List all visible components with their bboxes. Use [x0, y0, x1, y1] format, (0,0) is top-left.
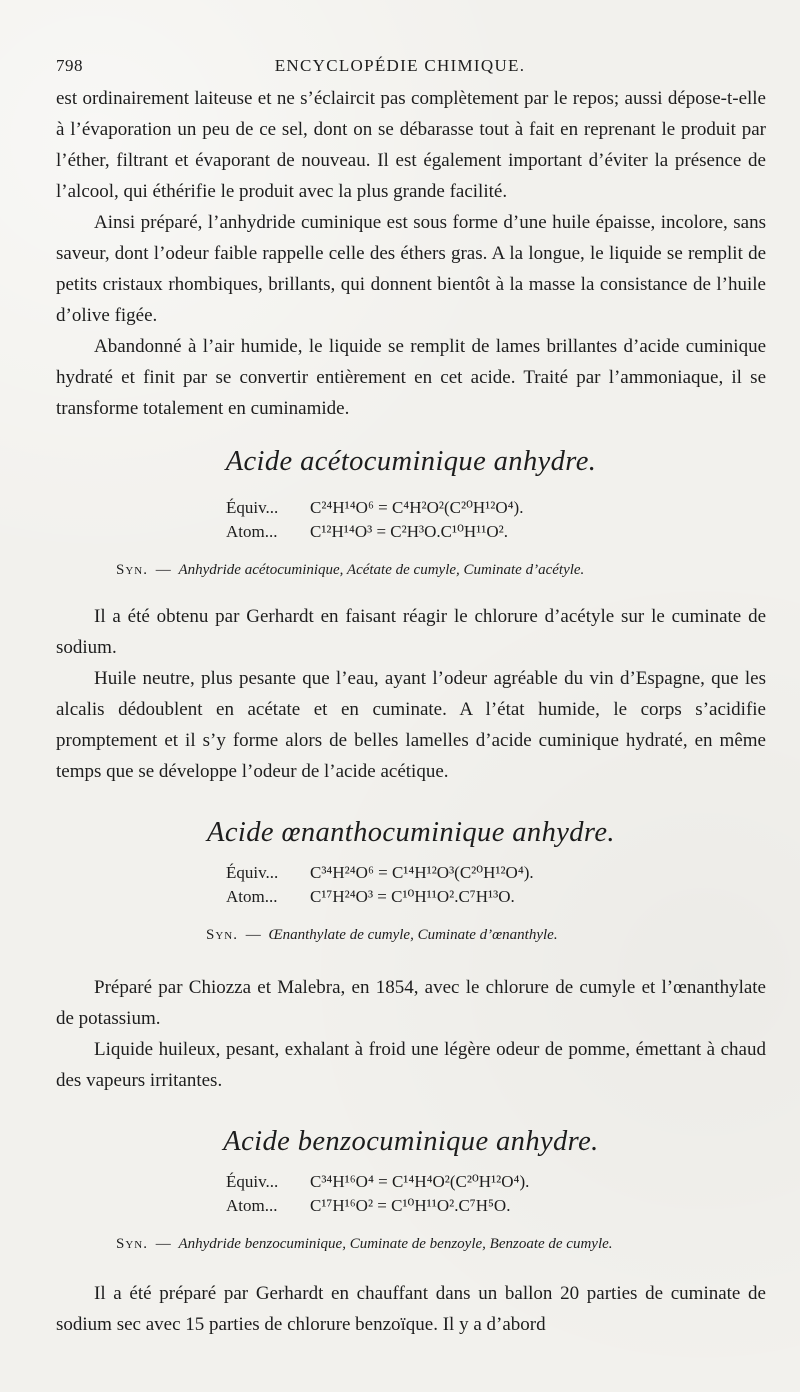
section-acetocuminique	[56, 446, 766, 787]
document-content	[56, 83, 766, 1340]
page-header	[56, 56, 744, 80]
preparation-paragraph: Préparé par Chiozza et Malebra, en 1854, avec le chlorure de cumyle et l’œnanthylate de potassium.	[56, 977, 766, 1029]
preparation-paragraph: Il a été obtenu par Gerhardt en faisant réagir le chlorure d’acétyle sur le cuminate de sodium.	[56, 606, 766, 658]
atomic-formula: C¹⁷H²⁴O³ = C¹⁰H¹¹O².C⁷H¹³O.	[310, 887, 515, 906]
synonyms-label: Syn.	[116, 562, 148, 578]
formula-block	[226, 1170, 598, 1218]
properties-paragraph: Huile neutre, plus pesante que l’eau, ayant l’odeur agréable du vin d’Espagne, que les alcalis dédoublent en acétate et en cuminate. A l’état humide, le corps s’acidifie promptement et il s’y forme alors de belles lamelles d’acide cuminique hydraté, en même temps que se développe l’odeur de l’acide acétique.	[56, 668, 766, 782]
section-title: Acide benzocuminique anhydre.	[223, 1126, 599, 1157]
atomic-label: Atom...	[226, 1196, 278, 1215]
properties-paragraph: Liquide huileux, pesant, exhalant à froid une légère odeur de pomme, émettant à chaud des vapeurs irritantes.	[56, 1039, 766, 1091]
equivalent-label: Équiv...	[226, 498, 279, 517]
atomic-formula-row	[226, 1194, 598, 1218]
atomic-label: Atom...	[226, 522, 278, 541]
atomic-label: Atom...	[226, 887, 278, 906]
section-oenanthocuminique	[56, 817, 766, 1096]
synonyms-label: Syn.	[206, 927, 238, 943]
synonyms-separator: —	[245, 927, 261, 943]
section-title: Acide œnanthocuminique anhydre.	[207, 817, 615, 848]
atomic-formula: C¹⁷H¹⁶O² = C¹⁰H¹¹O².C⁷H⁵O.	[310, 1196, 511, 1215]
synonyms-line	[116, 1233, 766, 1255]
synonyms-separator: —	[155, 562, 171, 578]
equivalent-formula: C³⁴H²⁴O⁶ = C¹⁴H¹²O³(C²⁰H¹²O⁴).	[310, 863, 534, 882]
equivalent-formula: C³⁴H¹⁶O⁴ = C¹⁴H⁴O²(C²⁰H¹²O⁴).	[310, 1172, 530, 1191]
synonyms-line	[116, 559, 766, 581]
synonyms-text: Œnanthylate de cumyle, Cuminate d’œnanthyle.	[268, 927, 558, 943]
synonyms-text: Anhydride benzocuminique, Cuminate de benzoyle, Benzoate de cumyle.	[178, 1236, 613, 1252]
page-number: 798	[56, 56, 83, 75]
running-title: ENCYCLOPÉDIE CHIMIQUE.	[274, 56, 526, 75]
section-title: Acide acétocuminique anhydre.	[225, 446, 597, 477]
equivalent-label: Équiv...	[226, 1172, 279, 1191]
formula-block	[226, 861, 598, 909]
preparation-paragraph: Il a été préparé par Gerhardt en chauffant dans un ballon 20 parties de cuminate de sodium sec avec 15 parties de chlorure benzoïque. Il y a d’abord	[56, 1283, 766, 1335]
formula-block	[226, 496, 598, 544]
equivalent-label: Équiv...	[226, 863, 279, 882]
paragraph-preparation-properties: Ainsi préparé, l’anhydride cuminique est sous forme d’une huile épaisse, incolore, sans saveur, dont l’odeur faible rappelle celle des éthers gras. A la longue, le liquide se remplit de petits cristaux rhombiques, brillants, qui donnent bientôt à la masse la consistance de l’huile d’olive figée.	[56, 212, 766, 326]
synonyms-separator: —	[155, 1236, 171, 1252]
atomic-formula: C¹²H¹⁴O³ = C²H³O.C¹⁰H¹¹O².	[310, 522, 508, 541]
atomic-formula-row	[226, 885, 598, 909]
equivalent-formula-row	[226, 861, 598, 885]
section-benzocuminique	[56, 1126, 766, 1340]
atomic-formula-row	[226, 520, 598, 544]
equivalent-formula: C²⁴H¹⁴O⁶ = C⁴H²O²(C²⁰H¹²O⁴).	[310, 498, 524, 517]
intro-paragraph: est ordinairement laiteuse et ne s’éclaircit pas complètement par le repos; aussi dépose-t-elle à l’évaporation un peu de ce sel, dont on se débarasse tout à fait en reprenant le produit par l’éther, filtrant et évaporant de nouveau. Il est également important d’éviter la présence de l’alcool, qui éthérifie le produit avec la plus grande facilité.	[56, 88, 766, 202]
synonyms-text: Anhydride acétocuminique, Acétate de cumyle, Cuminate d’acétyle.	[178, 562, 585, 578]
synonyms-line	[206, 924, 766, 946]
equivalent-formula-row	[226, 1170, 598, 1194]
paragraph-humid-air-reaction: Abandonné à l’air humide, le liquide se remplit de lames brillantes d’acide cuminique hydraté et finit par se convertir entièrement en cet acide. Traité par l’ammoniaque, il se transforme totalement en cuminamide.	[56, 336, 766, 419]
synonyms-label: Syn.	[116, 1236, 148, 1252]
equivalent-formula-row	[226, 496, 598, 520]
